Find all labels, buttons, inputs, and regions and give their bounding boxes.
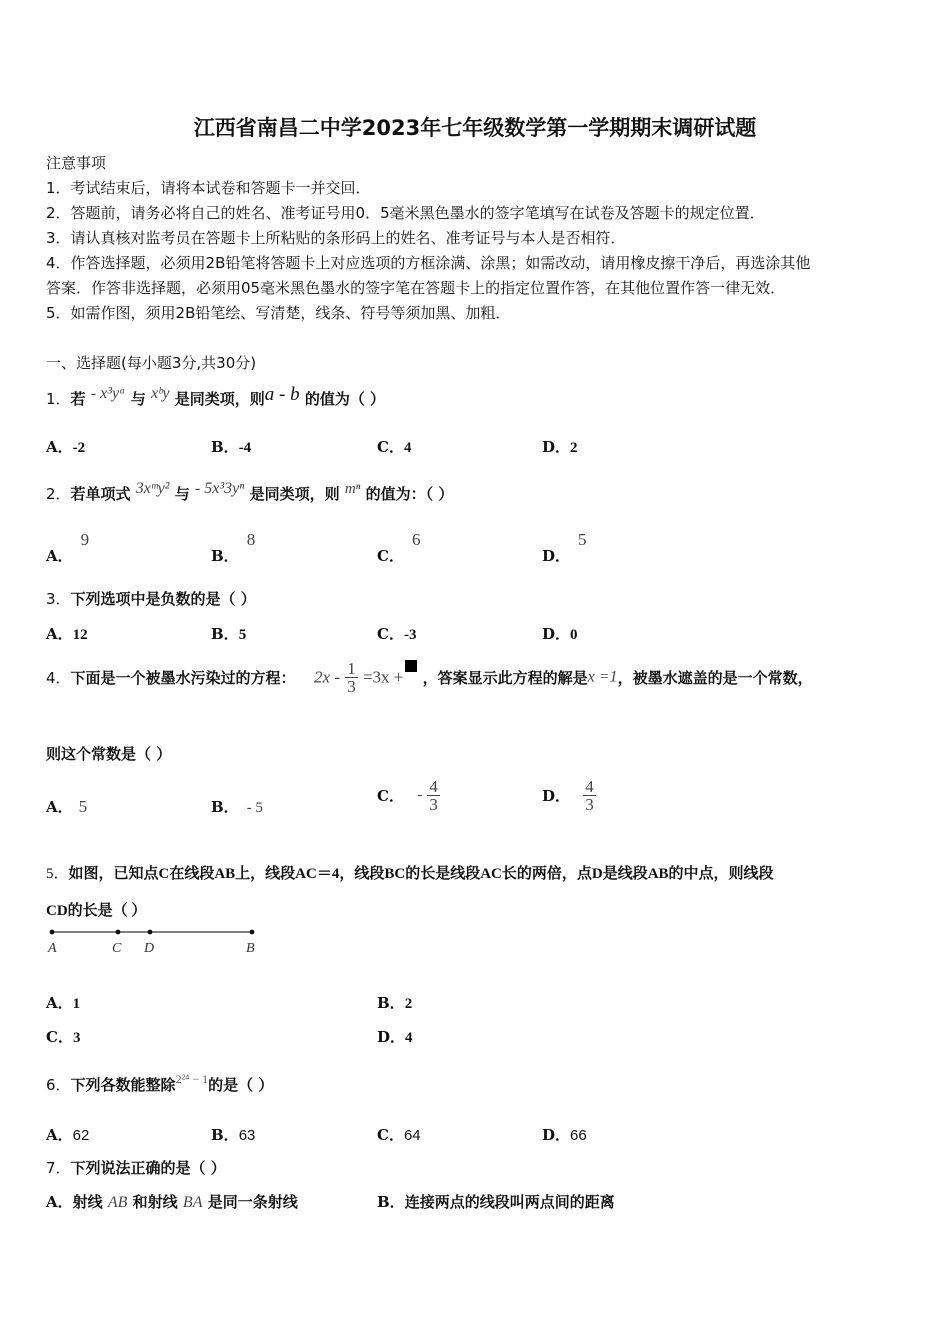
option-d[interactable]: D．66 [542, 1126, 587, 1144]
question-7: 7．下列说法正确的是（ ） [46, 1159, 226, 1177]
option-c[interactable]: C．4 [377, 438, 412, 456]
math-expression: mⁿ [344, 481, 361, 497]
option-a[interactable]: A．9 [46, 530, 90, 565]
question-number: 3． [46, 590, 71, 608]
option-c[interactable]: C．6 [377, 530, 421, 565]
question-number: 2． [46, 485, 71, 503]
math-expression: a - b [264, 384, 300, 405]
math-expression: 3xᵐy² [135, 480, 170, 497]
option-b[interactable]: B．63 [211, 1126, 256, 1144]
option-b[interactable]: B． - 5 [211, 798, 263, 816]
math-expression: 2²⁴ − 1 [175, 1072, 209, 1086]
question-number: 6． [46, 1076, 71, 1094]
question-4: 4．下面是一个被墨水污染过的方程： 2x - $\frac{1}{3}$ =3x + ，答案显示此方程的解是x =1，被墨水遮盖的是一个常数， [46, 659, 813, 696]
point-label-b: B [246, 941, 255, 956]
option-a[interactable]: A．62 [46, 1126, 90, 1144]
question-5: 5．如图，已知点C在线段AB上，线段AC＝4，线段BC的长是线段AC长的两倍，点D是线段AB的中点，则线段 [46, 866, 774, 882]
note-item: 2．答题前，请务必将自己的姓名、准考证号用0．5毫米黑色墨水的签字笔填写在试卷及答题卡的规定位置． [46, 204, 765, 222]
page-title: 江西省南昌二中学2023年七年级数学第一学期期末调研试题 [193, 116, 757, 140]
question-number: 1． [46, 390, 71, 408]
question-number: 7． [46, 1159, 71, 1177]
line-segment-figure [46, 922, 266, 956]
section-heading: 一、选择题(每小题3分,共30分) [46, 354, 257, 372]
math-expression: x =1 [587, 668, 618, 686]
note-item: 答案．作答非选择题，必须用05毫米黑色墨水的签字笔在答题卡上的指定位置作答，在其他位置作答一律无效． [46, 279, 786, 297]
point-label-a: A [48, 941, 57, 956]
option-d[interactable]: D．2 [542, 438, 578, 456]
question-3: 3．下列选项中是负数的是（ ） [46, 590, 256, 608]
note-item: 3．请认真核对监考员在答题卡上所粘贴的条形码上的姓名、准考证号与本人是否相符． [46, 229, 626, 247]
ink-blot-icon [405, 660, 417, 672]
option-b[interactable]: B．2 [377, 994, 413, 1012]
math-expression: - 5x³3yⁿ [194, 480, 245, 497]
note-item: 5．如需作图，须用2B铅笔绘、写清楚，线条、符号等须加黑、加粗． [46, 304, 511, 322]
question-1: 1．若 - x³yᵃ 与 xᵇy 是同类项，则a - b 的值为（ ） [46, 384, 386, 408]
question-2: 2．若单项式 3xᵐy² 与 - 5x³3yⁿ 是同类项，则 mⁿ 的值为：（ ） [46, 480, 454, 503]
option-b[interactable]: B．5 [211, 625, 247, 643]
note-item: 4．作答选择题，必须用2B铅笔将答题卡上对应选项的方框涂满、涂黑；如需改动，请用橡皮擦干净后，再选涂其他 [46, 254, 811, 272]
question-6: 6．下列各数能整除$^{2^{24} - 1}$的是（ ） [46, 1072, 274, 1094]
note-item: 1．考试结束后，请将本试卷和答题卡一并交回． [46, 179, 371, 197]
option-a[interactable]: A．12 [46, 625, 88, 643]
option-b[interactable]: B．连接两点的线段叫两点间的距离 [377, 1193, 615, 1211]
notes-heading: 注意事项 [46, 154, 107, 172]
option-c[interactable]: C．64 [377, 1126, 421, 1144]
point-label-c: C [112, 941, 122, 956]
option-a[interactable]: A．射线 AB 和射线 BA 是同一条射线 [46, 1193, 298, 1211]
option-c[interactable]: C． - $\frac{4}{3}$ [377, 777, 438, 814]
option-c[interactable]: C．3 [46, 1028, 81, 1046]
option-d[interactable]: D．0 [542, 625, 578, 643]
option-b[interactable]: B．8 [211, 530, 256, 565]
option-a[interactable]: A．1 [46, 994, 81, 1012]
option-c[interactable]: C．-3 [377, 625, 417, 643]
equation-right: =3x + [362, 667, 404, 687]
option-b[interactable]: B．-4 [211, 438, 252, 456]
option-d[interactable]: D．5 [542, 530, 587, 565]
option-a[interactable]: A．-2 [46, 438, 86, 456]
option-d[interactable]: D． $\frac{4}{3}$ [542, 777, 594, 814]
option-a[interactable]: A． 5 [46, 797, 88, 816]
option-d[interactable]: D．4 [377, 1028, 413, 1046]
question-4-line2: 则这个常数是（ ） [46, 745, 172, 763]
fraction: $\frac{1}{3}$ [347, 659, 356, 696]
math-expression: - x³yᵃ [90, 385, 126, 402]
question-number: 4． [46, 669, 71, 687]
question-number: 5． [46, 866, 69, 882]
point-label-d: D [144, 941, 155, 956]
math-expression: xᵇy [150, 385, 170, 402]
equation-left: 2x - [314, 667, 340, 687]
question-5-line2: CD的长是（ ） [46, 903, 147, 919]
